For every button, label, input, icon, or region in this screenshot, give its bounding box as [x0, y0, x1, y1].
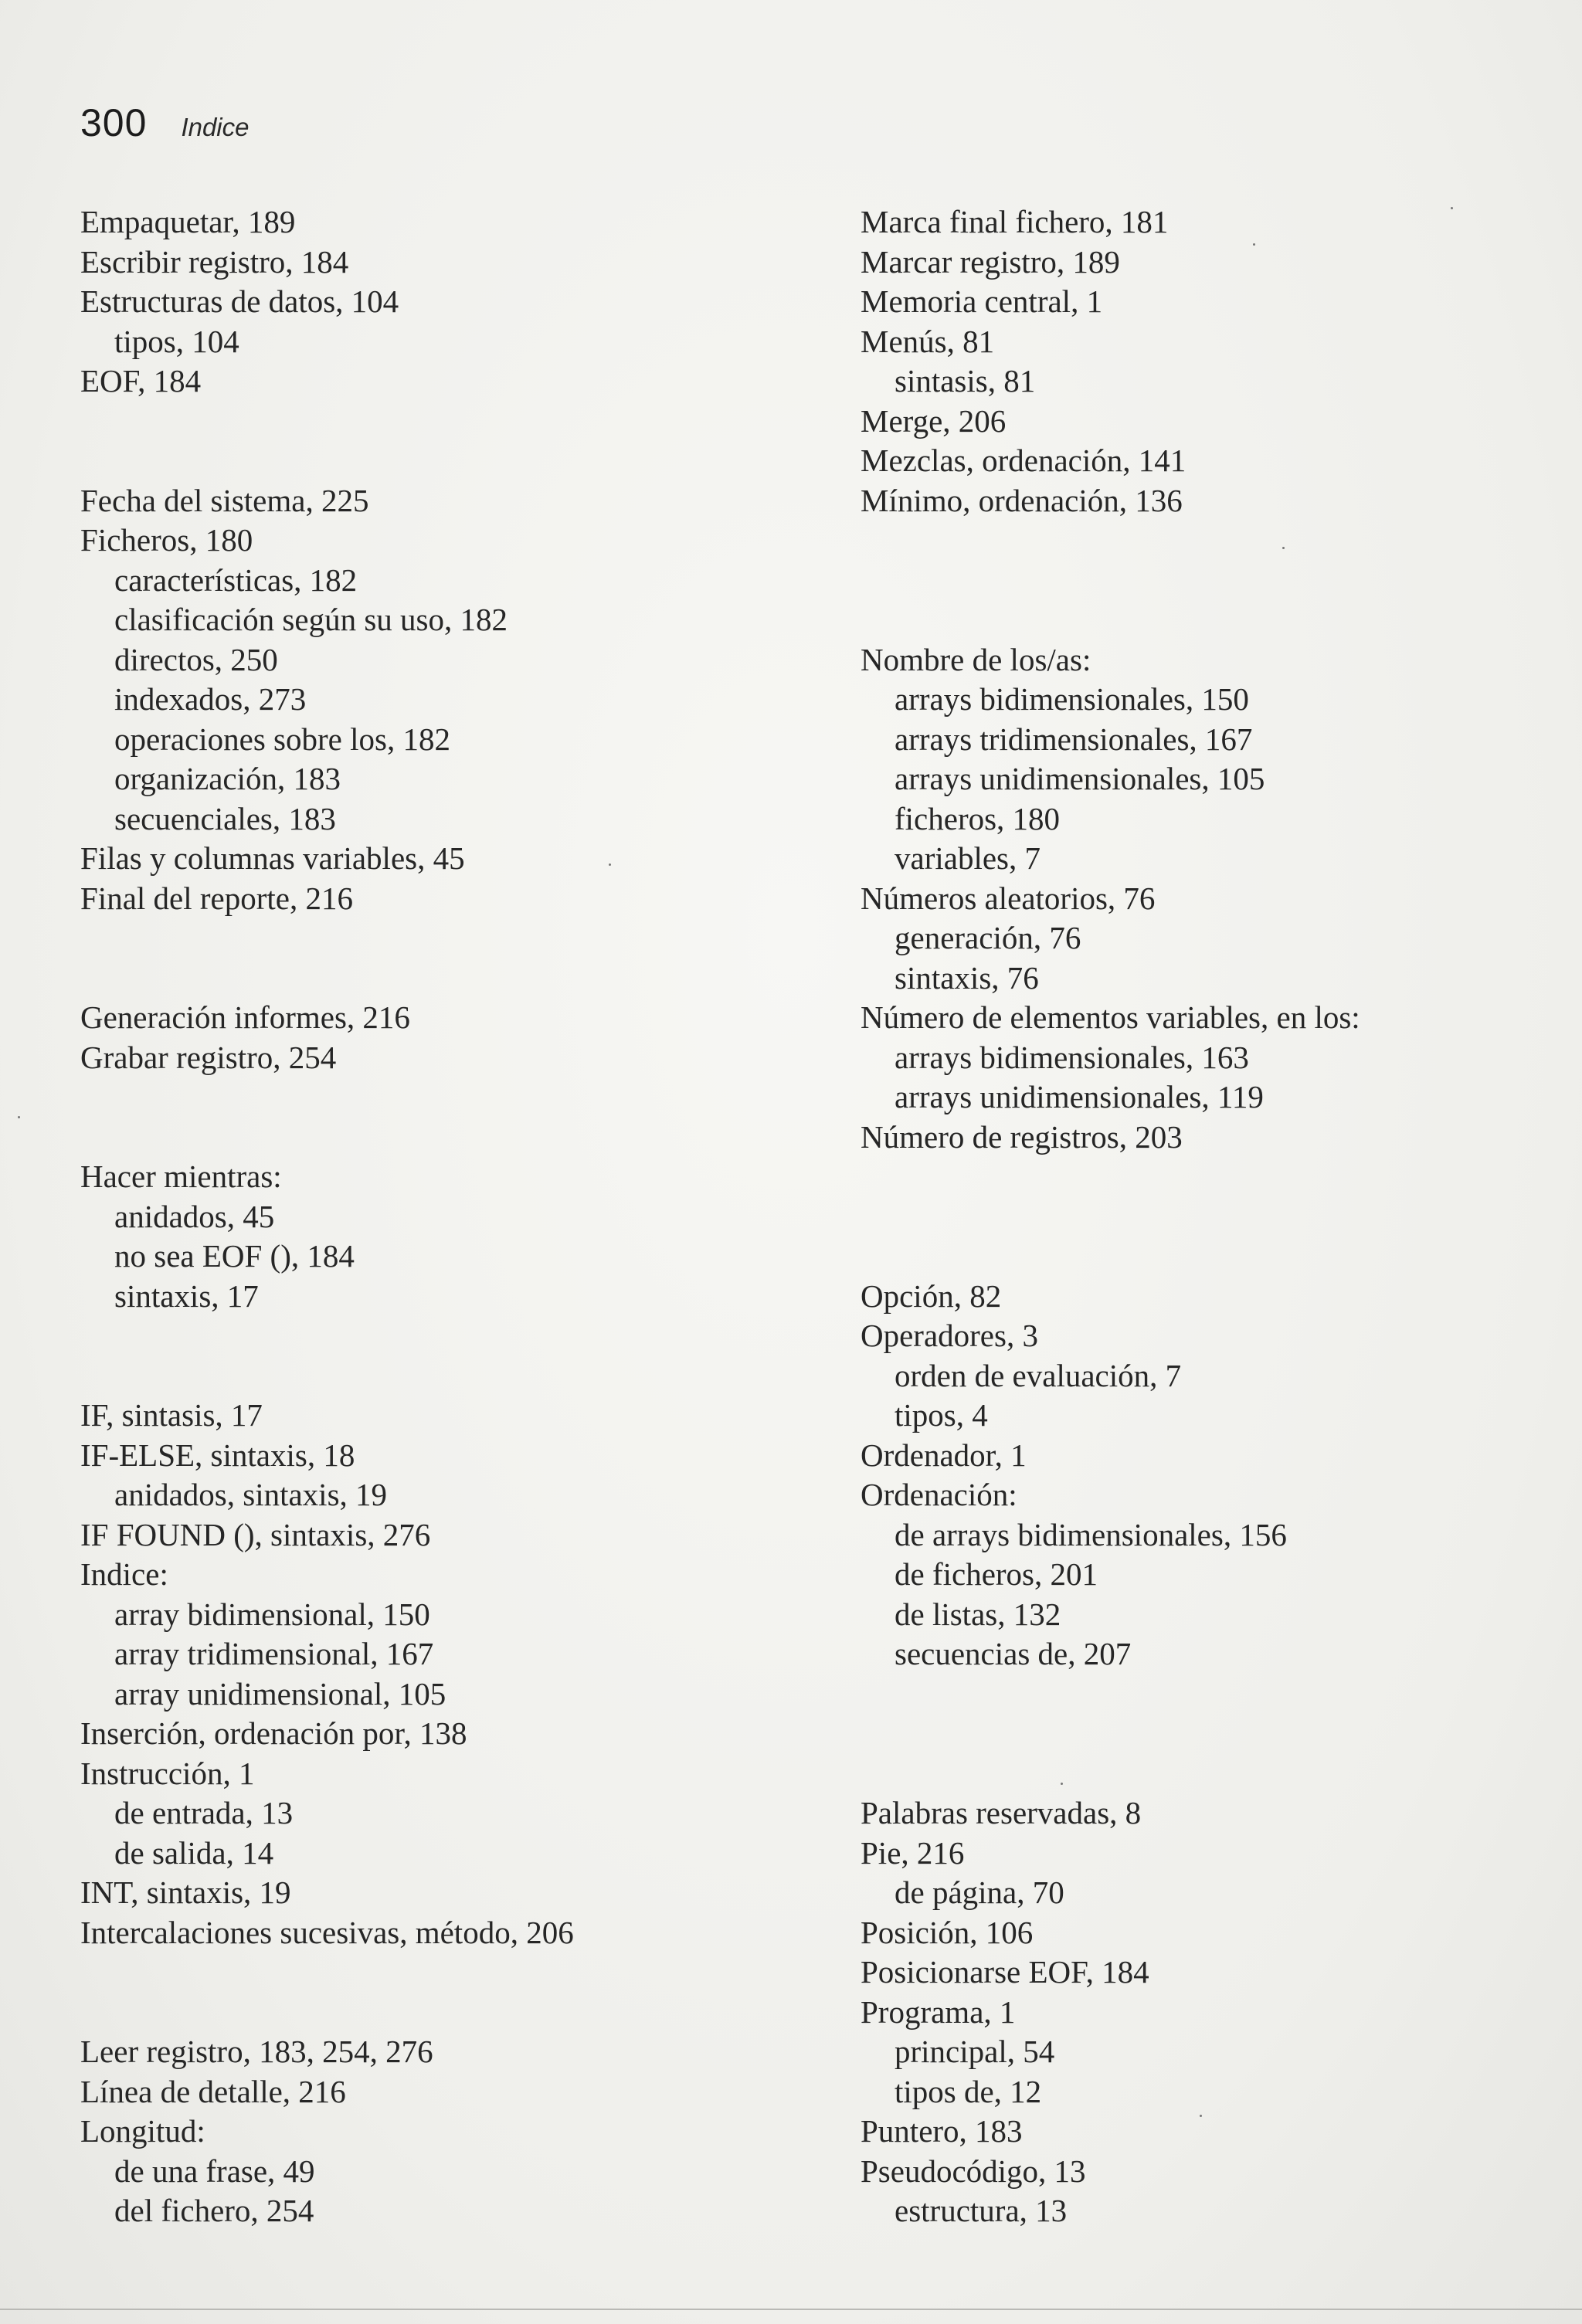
- index-subentry: de listas, 132: [895, 1596, 1061, 1632]
- index-subentry: anidados, sintaxis, 19: [114, 1477, 388, 1512]
- index-entry: Inserción, ordenación por, 138: [80, 1715, 467, 1751]
- index-entry: Memoria central, 1: [861, 283, 1103, 319]
- index-entry: Nombre de los/as:: [861, 641, 1091, 677]
- index-entry: IF-ELSE, sintaxis, 18: [80, 1437, 355, 1473]
- index-subentry: directos, 250: [114, 641, 278, 677]
- index-subentry: tipos, 4: [895, 1397, 988, 1433]
- index-subentry: arrays unidimensionales, 119: [895, 1079, 1264, 1115]
- index-entry: Mínimo, ordenación, 136: [861, 482, 1183, 518]
- index-subentry: arrays unidimensionales, 105: [895, 761, 1265, 796]
- index-entry: Número de elementos variables, en los:: [861, 999, 1360, 1035]
- index-subentry: arrays tridimensionales, 167: [895, 721, 1253, 757]
- index-subentry: de salida, 14: [114, 1834, 274, 1871]
- index-subentry: arrays bidimensionales, 163: [895, 1039, 1249, 1075]
- index-entry: Palabras reservadas, 8: [861, 1795, 1142, 1830]
- index-entry: INT, sintaxis, 19: [80, 1874, 291, 1910]
- index-entry: Opción, 82: [861, 1277, 1002, 1314]
- scan-speck: [609, 863, 611, 866]
- index-subentry: de página, 70: [895, 1874, 1064, 1910]
- index-entry: Línea de detalle, 216: [80, 2073, 346, 2109]
- scan-speck: [1061, 1783, 1063, 1785]
- entry-spacer: [861, 1157, 1494, 1277]
- index-column-right: [861, 202, 1494, 2231]
- index-entry: Pie, 216: [861, 1834, 965, 1871]
- index-subentry: operaciones sobre los, 182: [114, 721, 450, 757]
- index-entry: Pseudocódigo, 13: [861, 2153, 1086, 2189]
- index-subentry: características, 182: [114, 561, 358, 598]
- index-entry: IF, sintasis, 17: [80, 1397, 263, 1433]
- index-subentry: array bidimensional, 150: [114, 1596, 430, 1632]
- index-entry: Puntero, 183: [861, 2113, 1023, 2149]
- index-entry: EOF, 184: [80, 363, 202, 399]
- scan-speck: [18, 1116, 20, 1118]
- index-subentry: generación, 76: [895, 920, 1081, 955]
- index-subentry: organización, 183: [114, 761, 341, 796]
- index-entry: Instrucción, 1: [80, 1755, 255, 1791]
- index-entry: Merge, 206: [861, 402, 1007, 439]
- index-subentry: principal, 54: [895, 2034, 1055, 2069]
- index-subentry: orden de evaluación, 7: [895, 1357, 1182, 1393]
- index-entry: Longitud:: [80, 2113, 205, 2149]
- index-subentry: tipos de, 12: [895, 2073, 1042, 2109]
- index-entry: Mezclas, ordenación, 141: [861, 443, 1186, 478]
- entry-spacer: [861, 521, 1494, 640]
- index-entry: Empaquetar, 189: [80, 204, 296, 239]
- index-entry: Indice:: [80, 1556, 168, 1592]
- entry-spacer: [80, 918, 714, 998]
- index-subentry: anidados, 45: [114, 1198, 275, 1234]
- index-entry: Programa, 1: [861, 1993, 1016, 2030]
- index-subentry: secuencias de, 207: [895, 1636, 1132, 1671]
- index-entry: Operadores, 3: [861, 1318, 1038, 1353]
- index-subentry: del fichero, 254: [114, 2193, 314, 2228]
- page-header: [80, 100, 250, 145]
- scan-speck: [1451, 207, 1453, 209]
- index-entry: Generación informes, 216: [80, 999, 410, 1035]
- index-subentry: ficheros, 180: [895, 800, 1061, 836]
- index-entry: Grabar registro, 254: [80, 1039, 337, 1075]
- index-entry: Menús, 81: [861, 323, 995, 359]
- index-entry: Marca final fichero, 181: [861, 204, 1169, 239]
- index-entry: Número de registros, 203: [861, 1118, 1183, 1155]
- index-entry: Ficheros, 180: [80, 522, 253, 558]
- index-column-left: [80, 202, 714, 2231]
- index-entry: Filas y columnas variables, 45: [80, 840, 465, 876]
- index-subentry: sintasis, 81: [895, 363, 1036, 399]
- index-subentry: array unidimensional, 105: [114, 1675, 446, 1712]
- scan-speck: [1200, 2115, 1202, 2117]
- running-title: Indice: [181, 113, 250, 141]
- index-entry: Marcar registro, 189: [861, 243, 1120, 280]
- index-subentry: tipos, 104: [114, 323, 239, 359]
- index-subentry: no sea EOF (), 184: [114, 1238, 355, 1274]
- scan-speck: [1282, 547, 1285, 549]
- index-subentry: de una frase, 49: [114, 2153, 315, 2189]
- index-entry: Leer registro, 183, 254, 276: [80, 2034, 433, 2069]
- index-subentry: indexados, 273: [114, 681, 307, 717]
- entry-spacer: [80, 1316, 714, 1396]
- index-entry: Posicionarse EOF, 184: [861, 1954, 1149, 1990]
- index-subentry: sintaxis, 17: [114, 1277, 259, 1314]
- index-subentry: arrays bidimensionales, 150: [895, 681, 1249, 717]
- page-number: 300: [80, 101, 148, 144]
- index-subentry: de entrada, 13: [114, 1795, 294, 1830]
- index-subentry: de arrays bidimensionales, 156: [895, 1516, 1287, 1552]
- entry-spacer: [80, 1077, 714, 1157]
- index-entry: Posición, 106: [861, 1914, 1034, 1950]
- index-entry: Números aleatorios, 76: [861, 880, 1156, 916]
- index-subentry: array tridimensional, 167: [114, 1636, 434, 1671]
- index-entry: Hacer mientras:: [80, 1159, 282, 1194]
- index-entry: Escribir registro, 184: [80, 243, 349, 280]
- index-subentry: de ficheros, 201: [895, 1556, 1098, 1592]
- index-entry: Fecha del sistema, 225: [80, 482, 369, 518]
- index-subentry: estructura, 13: [895, 2193, 1068, 2228]
- index-entry: Ordenación:: [861, 1477, 1017, 1512]
- index-entry: Estructuras de datos, 104: [80, 283, 399, 319]
- scan-speck: [1253, 243, 1255, 246]
- index-entry: Intercalaciones sucesivas, método, 206: [80, 1914, 574, 1950]
- index-entry: Ordenador, 1: [861, 1437, 1027, 1473]
- entry-spacer: [861, 1674, 1494, 1794]
- index-subentry: clasificación según su uso, 182: [114, 602, 508, 637]
- entry-spacer: [80, 1952, 714, 2032]
- index-subentry: variables, 7: [895, 840, 1041, 876]
- scan-edge-line: [0, 2309, 1582, 2310]
- index-subentry: secuenciales, 183: [114, 800, 336, 836]
- index-entry: IF FOUND (), sintaxis, 276: [80, 1516, 431, 1552]
- entry-spacer: [80, 402, 714, 481]
- index-entry: Final del reporte, 216: [80, 880, 353, 916]
- index-subentry: sintaxis, 76: [895, 959, 1039, 996]
